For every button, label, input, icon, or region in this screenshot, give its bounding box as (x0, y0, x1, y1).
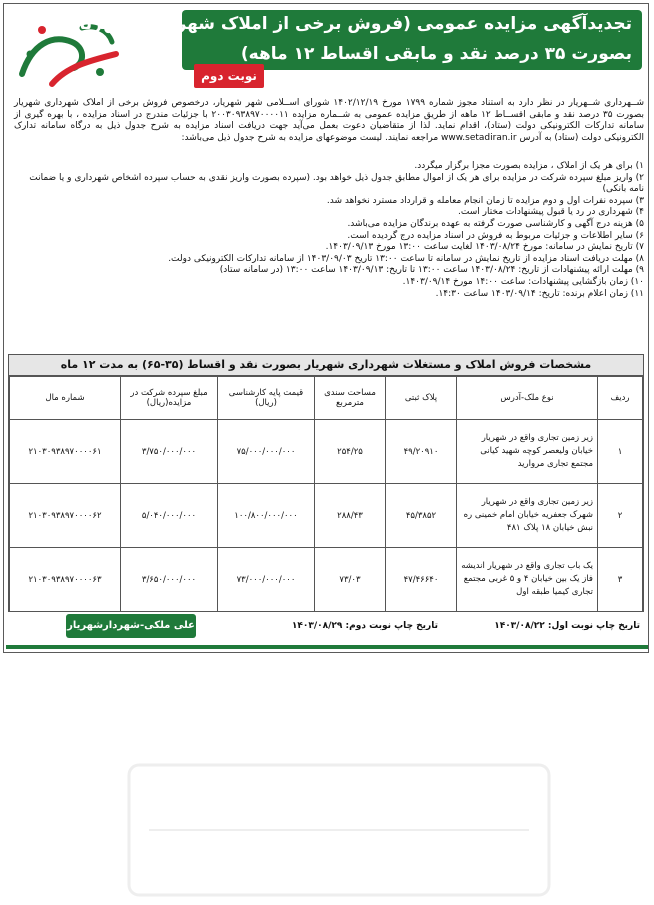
table-row (10, 484, 643, 548)
cell-type-address: زیر زمین تجاری واقع در شهریار خیابان ولیعصر کوچه شهید کیانی مجتمع تجاری مروارید (457, 420, 598, 484)
cell-area: ۲۵۴/۲۵ (315, 420, 386, 484)
bottom-divider (6, 645, 648, 649)
header (6, 8, 646, 94)
header-base-price: قیمت پایه کارشناسی (ریال) (218, 377, 315, 420)
table-header-row (10, 377, 643, 420)
cell-base-price: ۷۵/۰۰۰/۰۰۰/۰۰۰ (218, 420, 315, 484)
table-title: مشخصات فروش املاک و مستغلات شهرداری شهریار بصورت نقد و اقساط (۳۵-۶۵) به مدت ۱۲ ماه (9, 355, 643, 376)
condition-item: ۶) سایر اطلاعات و جزئیات مربوط به فروش در اسناد مزایده درج گردیده است. (347, 230, 644, 241)
cell-deposit: ۳/۷۵۰/۰۰۰/۰۰۰ (121, 420, 218, 484)
cell-area: ۲۸۸/۴۳ (315, 484, 386, 548)
cell-row-number: ۲ (598, 484, 643, 548)
status-badge: نوبت دوم (194, 64, 264, 88)
cell-plate: ۴۵/۳۸۵۲ (386, 484, 457, 548)
cell-base-price: ۱۰۰/۸۰۰/۰۰۰/۰۰۰ (218, 484, 315, 548)
title-line-2: بصورت ۳۵ درصد نقد و مابقی اقساط ۱۲ ماهه) (240, 44, 632, 64)
cell-row-number: ۱ (598, 420, 643, 484)
condition-item: ۱) برای هر یک از املاک ، مزایده بصورت مجزا برگزار میگردد. (414, 161, 644, 171)
header-property-number: شماره مال (10, 377, 121, 420)
condition-item: ۹) مهلت ارائه پیشنهادات از تاریخ: ۱۴۰۳/۰۸/۲۴ ساعت ۱۳:۰۰ تا تاریخ: ۱۴۰۳/۰۹/۱۳ ساعت ۱۳:۰۰ (در سامانه ستاد) (219, 265, 644, 276)
table-row (10, 420, 643, 484)
header-area: مساحت سندی مترمربع (315, 377, 386, 420)
header-row-number: ردیف (598, 377, 643, 420)
property-table (8, 354, 644, 612)
condition-item: ۳) سپرده نفرات اول و دوم مزایده تا زمان انجام معامله و قرارداد مسترد نخواهد شد. (326, 195, 644, 206)
cell-plate: ۴۹/۲۰۹۱۰ (386, 420, 457, 484)
condition-item: ۵) هزینه درج آگهی و کارشناسی صورت گرفته به عهده برندگان مزایده می‌باشد. (347, 218, 644, 229)
cell-area: ۷۳/۰۳ (315, 548, 386, 612)
intro-paragraph (14, 98, 644, 144)
cell-deposit: ۵/۰۴۰/۰۰۰/۰۰۰ (121, 484, 218, 548)
cell-type-address: زیر زمین تجاری واقع در شهریار شهرک جعفریه خیابان امام خمینی ره نبش خیابان ۱۸ پلاک ۴۸۱ (457, 484, 598, 548)
header-deposit: مبلغ سپرده شرکت در مزایده(ریال) (121, 377, 218, 420)
cell-type-address: یک باب تجاری واقع در شهریار اندیشه فاز یک بین خیابان ۴ و ۵ غربی مجتمع تجاری کیمیا طبقه اول (457, 548, 598, 612)
cell-deposit: ۳/۶۵۰/۰۰۰/۰۰۰ (121, 548, 218, 612)
header-plate: پلاک ثبتی (386, 377, 457, 420)
condition-item: ۱۰) زمان بازگشایی پیشنهادات: ساعت ۱۴:۰۰ مورخ ۱۴۰۳/۰۹/۱۴. (402, 276, 644, 287)
cell-property-number: ۲۱۰۳۰۹۳۸۹۷۰۰۰۰۶۲ (10, 484, 121, 548)
second-print-date: تاریخ چاپ نوبت دوم: ۱۴۰۳/۰۸/۲۹ (291, 621, 438, 631)
header-type-address: نوع ملک-آدرس (457, 377, 598, 420)
cell-row-number: ۳ (598, 548, 643, 612)
condition-item: ۷) تاریخ نمایش در سامانه: مورخ ۱۴۰۳/۰۸/۲۴ لغایت ساعت ۱۳:۰۰ مورخ ۱۴۰۳/۰۹/۱۳. (325, 242, 644, 253)
cell-base-price: ۷۳/۰۰۰/۰۰۰/۰۰۰ (218, 548, 315, 612)
footer (8, 614, 644, 640)
cell-property-number: ۲۱۰۳۰۹۳۸۹۷۰۰۰۰۶۳ (10, 548, 121, 612)
intro-text: شــهرداری شــهریار در نظر دارد به استناد مجوز شماره ۱۷۹۹ مورخ ۱۴۰۲/۱۲/۱۹ شورای اســلامی شهر شهریار، درخصوص فروش برخی از املاک شهرداری شهریار بصورت ۳۵ درصد نقد و مابقی اقســاط ۱۲ ماهه از طریق مزایده عمومی به شــماره مزایده ۲۰۰۳۰۹۳۸۹۷۰۰۰۰۱۱ با جزئیات مندرج در اسناد مزایده ، با بهره گیری از سامانه تدارکات الکترونیکی دولت (ستاد)، اقدام نماید. لذا از متقاضیان دعوت بعمل می‌آید جهت دریافت اسناد مزایده به شرح جدول ذیل به درگاه سامانه تدارک الکترونیکی دولت (ستاد) به آدرس www.setadiran.ir مراجعه نمایند. لیست موضوعهای مزایده به شرح جدول ذیل می‌باشد: (14, 98, 645, 143)
table-grid (9, 376, 643, 612)
cell-plate: ۴۷/۴۶۶۴۰ (386, 548, 457, 612)
condition-item: ۸) مهلت دریافت اسناد مزایده از تاریخ نمایش در سامانه تا ساعت ۱۳:۰۰ تاریخ ۱۴۰۳/۰۹/۰۳ از سامانه تدارکات الکترونیکی دولت. (168, 253, 644, 264)
condition-item: ۲) واریز مبلغ سپرده شرکت در مزایده برای هر یک از اموال مطابق جدول ذیل خواهد بود. (سپرده بصورت واریز نقدی به حساب سپرده اشخاص شهرداری و یا ضمانت نامه بانکی) (29, 172, 644, 195)
conditions-list (14, 161, 644, 300)
first-print-date: تاریخ چاپ نوبت اول: ۱۴۰۳/۰۸/۲۲ (494, 621, 640, 631)
title-line-1: تجدیدآگهی مزایده عمومی (فروش برخی از املاک شهرداری شهریار (69, 14, 632, 34)
cell-property-number: ۲۱۰۳۰۹۳۸۹۷۰۰۰۰۶۱ (10, 420, 121, 484)
condition-item: ۱۱) زمان اعلام برنده: تاریخ: ۱۴۰۳/۰۹/۱۴ ساعت ۱۴:۳۰. (435, 288, 644, 299)
title-banner (69, 10, 642, 70)
signature-badge: علی ملکی-شهردارشهریار (66, 614, 196, 638)
condition-item: ۴) شهرداری در رد یا قبول پیشنهادات مختار است. (458, 207, 644, 218)
watermark-icon (119, 755, 559, 905)
table-row (10, 548, 643, 612)
